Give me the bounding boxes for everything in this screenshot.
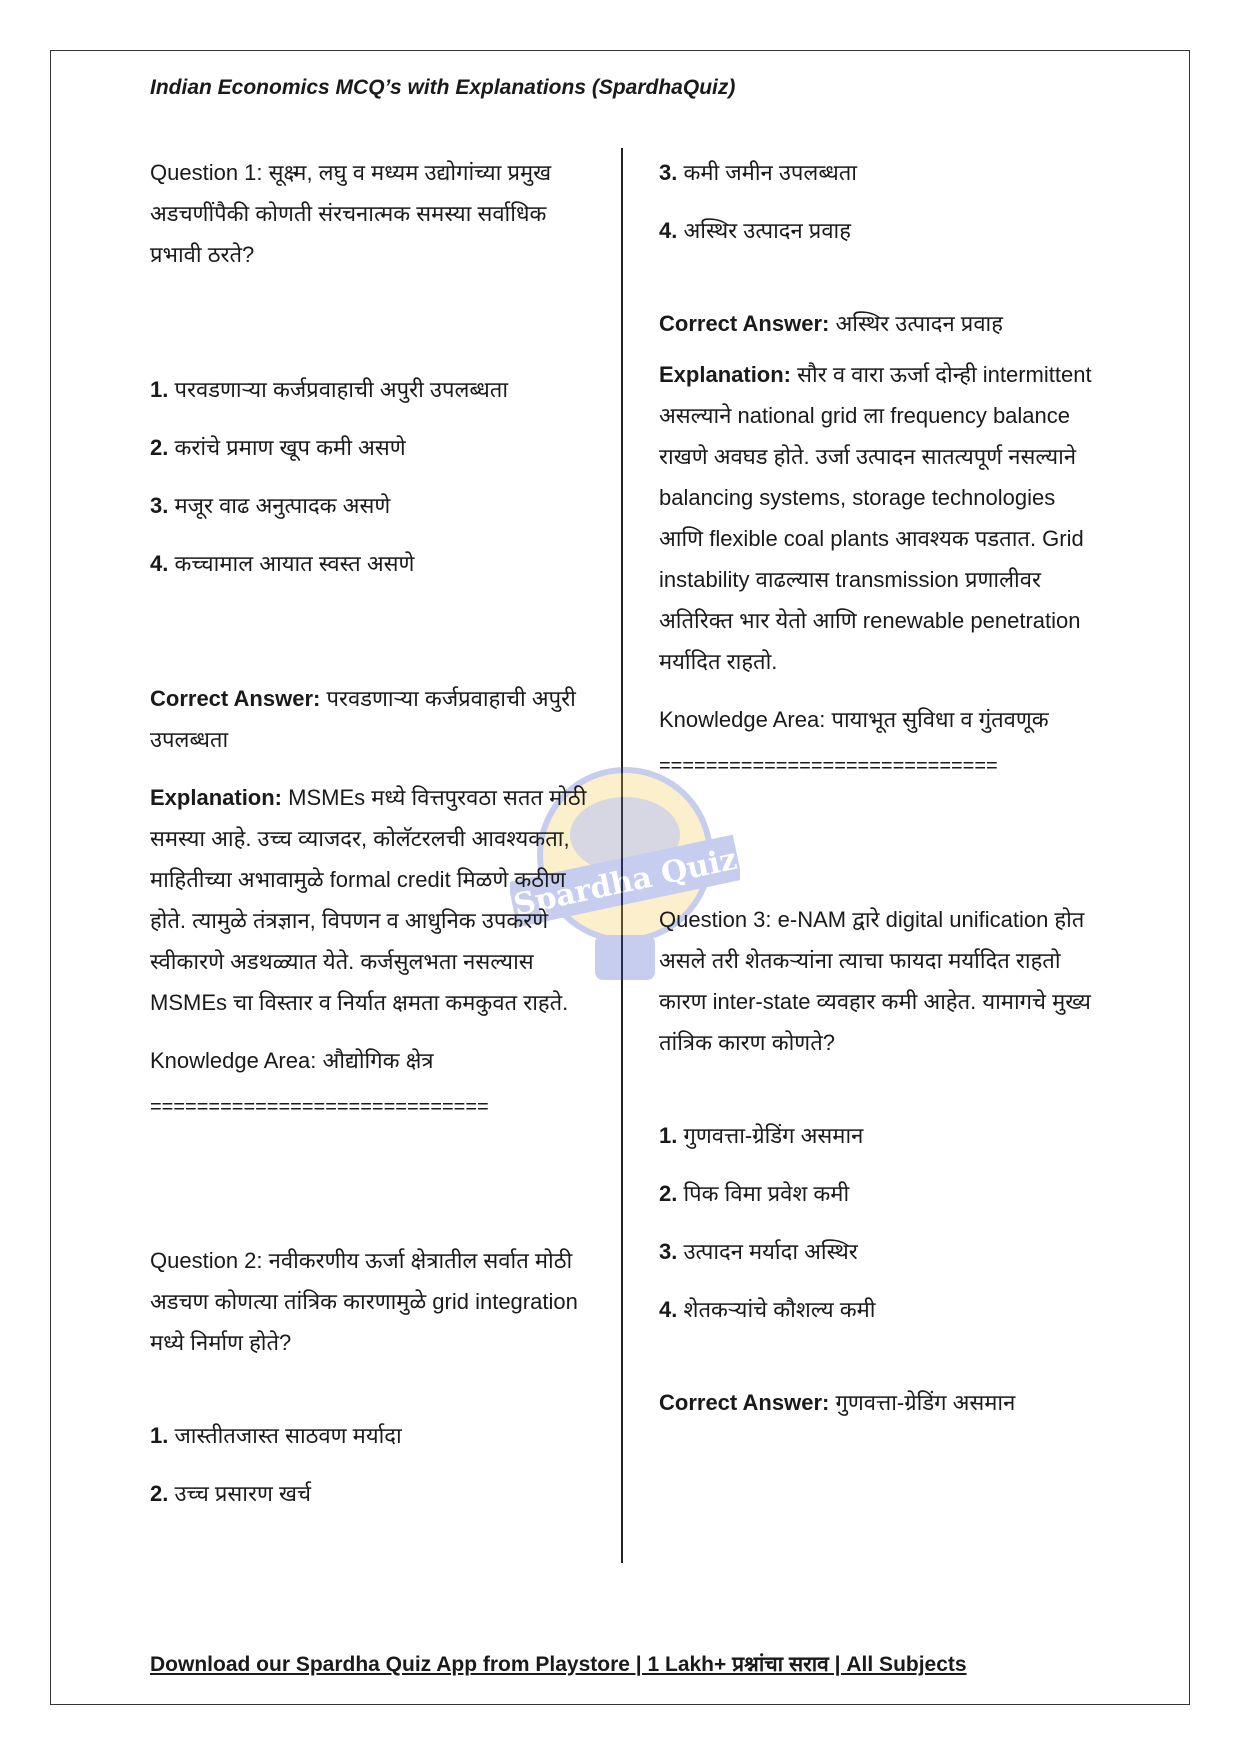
q3-option-2: 2. पिक विमा प्रवेश कमी — [659, 1181, 850, 1206]
q2-knowledge-area: Knowledge Area: पायाभूत सुविधा व गुंतवणूक — [659, 707, 1049, 732]
q2-explanation: Explanation: सौर व वारा ऊर्जा दोन्ही intermittent असल्याने national grid ला frequency balance राखणे अवघड होते. उर्जा उत्पादन सातत्यपूर्ण नसल्याने balancing systems, storage technologies आणि flexible coal plants आवश्यक पडतात. Grid instability वाढल्यास transmission प्रणालीवर अतिरिक्त भार येतो आणि renewable penetration मर्यादित राहतो. — [659, 362, 1092, 674]
q3-question: Question 3: e-NAM द्वारे digital unification होत असले तरी शेतकऱ्यांना त्याचा फायदा मर्यादित राहतो कारण inter-state व्यवहार कमी आहेत. यामागचे मुख्य तांत्रिक कारण कोणते? — [659, 907, 1091, 1055]
q2-separator: ============================= — [659, 755, 998, 777]
q2-option-4: 4. अस्थिर उत्पादन प्रवाह — [659, 218, 851, 243]
column-divider — [621, 148, 623, 1563]
right-column — [659, 152, 1099, 1423]
q1-option-2: 2. करांचे प्रमाण खूप कमी असणे — [150, 435, 406, 460]
q3-option-1: 1. गुणवत्ता-ग्रेडिंग असमान — [659, 1123, 864, 1148]
q1-knowledge-area: Knowledge Area: औद्योगिक क्षेत्र — [150, 1048, 434, 1073]
q2-option-3: 3. कमी जमीन उपलब्धता — [659, 160, 857, 185]
q1-option-3: 3. मजूर वाढ अनुत्पादक असणे — [150, 493, 391, 518]
q2-option-2: 2. उच्च प्रसारण खर्च — [150, 1481, 311, 1506]
q3-correct-answer: Correct Answer: गुणवत्ता-ग्रेडिंग असमान — [659, 1390, 1016, 1415]
watermark-text: Spardha Quiz — [510, 841, 740, 924]
q2-correct-answer: Correct Answer: अस्थिर उत्पादन प्रवाह — [659, 311, 1003, 336]
left-column — [150, 152, 590, 1514]
q2-question: Question 2: नवीकरणीय ऊर्जा क्षेत्रातील सर्वात मोठी अडचण कोणत्या तांत्रिक कारणामुळे grid integration मध्ये निर्माण होते? — [150, 1248, 578, 1355]
page-header-title: Indian Economics MCQ’s with Explanations (SpardhaQuiz) — [150, 76, 736, 99]
q1-option-1: 1. परवडणाऱ्या कर्जप्रवाहाची अपुरी उपलब्धता — [150, 377, 509, 402]
q1-explanation: Explanation: MSMEs मध्ये वित्तपुरवठा सतत मोठी समस्या आहे. उच्च व्याजदर, कोलॅटरलची आवश्यकता, माहितीच्या अभावामुळे formal credit मिळणे कठीण होते. त्यामुळे तंत्रज्ञान, विपणन व आधुनिक उपकरणे स्वीकारणे अडथळ्यात येते. कर्जसुलभता नसल्यास MSMEs चा विस्तार व निर्यात क्षमता कमकुवत राहते. — [150, 785, 587, 1015]
q3-option-3: 3. उत्पादन मर्यादा अस्थिर — [659, 1239, 858, 1264]
q1-correct-answer: Correct Answer: परवडणाऱ्या कर्जप्रवाहाची अपुरी उपलब्धता — [150, 686, 576, 752]
q1-separator: ============================= — [150, 1096, 489, 1118]
q1-option-4: 4. कच्चामाल आयात स्वस्त असणे — [150, 551, 415, 576]
q3-option-4: 4. शेतकऱ्यांचे कौशल्य कमी — [659, 1297, 876, 1322]
q2-option-1: 1. जास्तीतजास्त साठवण मर्यादा — [150, 1423, 402, 1448]
q1-question: Question 1: सूक्ष्म, लघु व मध्यम उद्योगांच्या प्रमुख अडचणींपैकी कोणती संरचनात्मक समस्या सर्वाधिक प्रभावी ठरते? — [150, 160, 552, 267]
footer-promo-link[interactable]: Download our Spardha Quiz App from Playstore | 1 Lakh+ प्रश्नांचा सराव | All Subjects — [150, 1653, 967, 1676]
